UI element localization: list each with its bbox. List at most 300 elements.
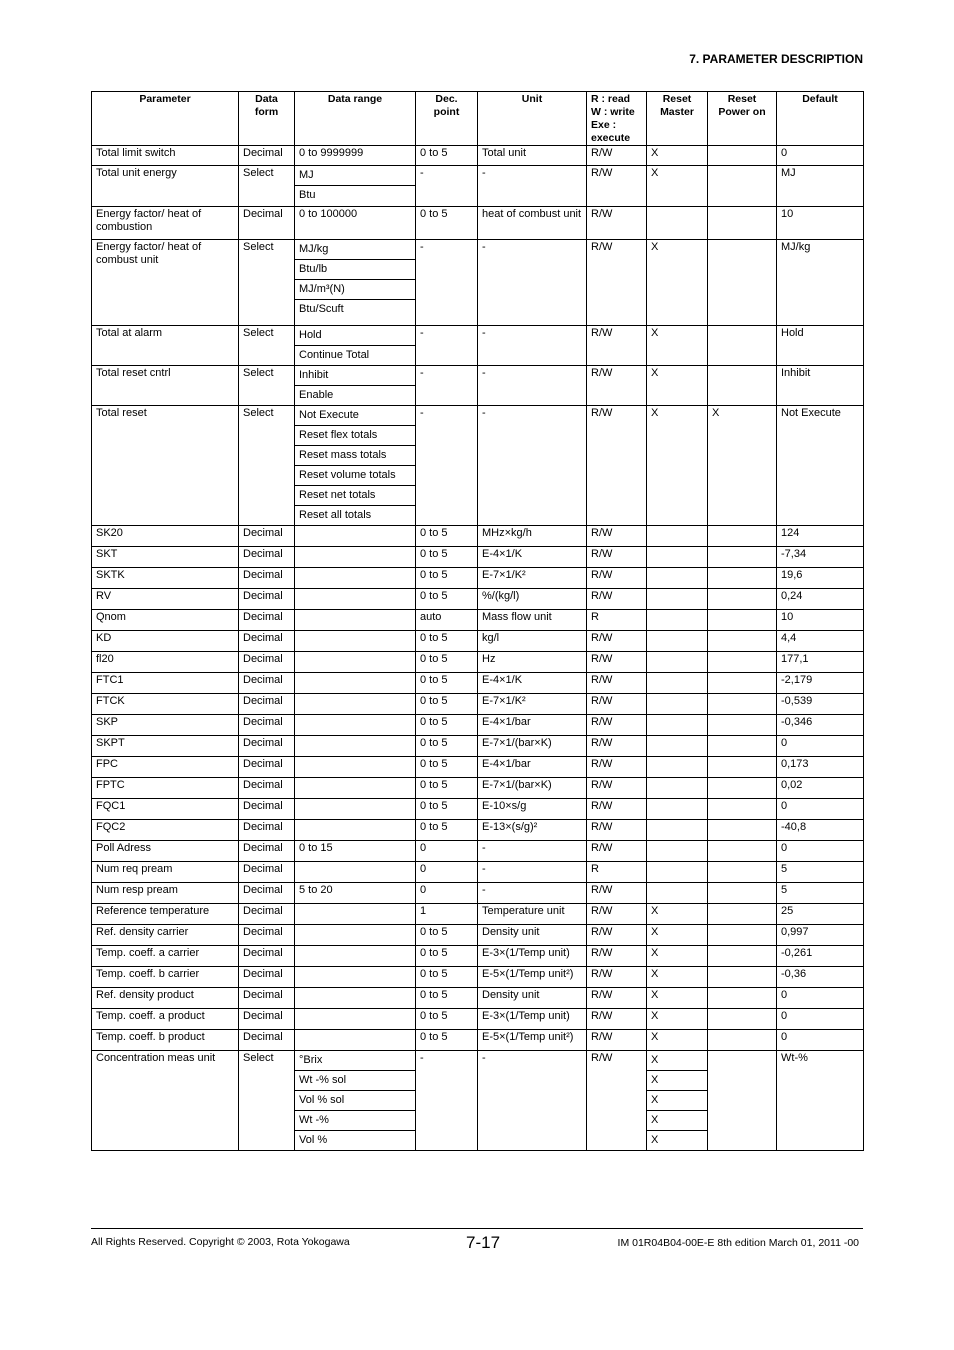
parameter-cell: Total at alarm [92,326,239,366]
reset-power-cell [708,1009,777,1030]
footer-document-id: IM 01R04B04-00E-E 8th edition March 01, 2011 -00 [617,1237,859,1249]
dec-point-cell: 0 to 5 [416,820,478,841]
reset-master-cell: X [647,366,708,406]
default-cell: 0 [777,799,864,820]
unit-cell: Total unit [478,146,587,166]
unit-cell: E-7×1/K² [478,694,587,715]
data-range-cell [295,778,416,799]
reset-power-cell [708,799,777,820]
default-cell: -7,34 [777,547,864,568]
default-cell: 5 [777,862,864,883]
reset-master-cell: X [647,988,708,1009]
data-range-cell [295,610,416,631]
reset-master-cell [647,673,708,694]
range-option: Reset net totals [295,486,415,506]
dec-point-cell: - [416,1051,478,1151]
unit-cell: E-3×(1/Temp unit) [478,1009,587,1030]
dec-point-cell: - [416,406,478,526]
access-cell: R/W [587,925,647,946]
reset-master-cell [647,526,708,547]
default-cell: 19,6 [777,568,864,589]
table-row [92,589,864,610]
reset-master-cell [647,736,708,757]
unit-cell: E-5×(1/Temp unit²) [478,967,587,988]
unit-cell: E-7×1/(bar×K) [478,778,587,799]
dec-point-cell: 0 [416,862,478,883]
access-cell: R [587,862,647,883]
dec-point-cell: 0 to 5 [416,757,478,778]
reset-power-cell [708,610,777,631]
unit-cell: MHz×kg/h [478,526,587,547]
reset-power-cell [708,715,777,736]
unit-cell: Density unit [478,925,587,946]
range-option: Reset volume totals [295,466,415,486]
default-cell: 0 [777,988,864,1009]
reset-master-cell [647,694,708,715]
access-cell: R/W [587,778,647,799]
default-cell: -0,539 [777,694,864,715]
data-form-cell: Decimal [239,967,295,988]
unit-cell: - [478,1051,587,1151]
default-cell: 0 [777,1030,864,1051]
default-cell: Hold [777,326,864,366]
dec-point-cell: 0 to 5 [416,631,478,652]
unit-cell: E-10×s/g [478,799,587,820]
reset-power-cell [708,988,777,1009]
data-form-cell: Decimal [239,799,295,820]
data-form-cell: Decimal [239,547,295,568]
default-cell: -40,8 [777,820,864,841]
default-cell: -0,261 [777,946,864,967]
dec-point-cell: 0 to 5 [416,736,478,757]
default-cell: 124 [777,526,864,547]
range-option: MJ [295,166,415,186]
table-row [92,673,864,694]
data-form-cell: Select [239,166,295,207]
reset-power-cell [708,862,777,883]
table-row [92,652,864,673]
data-range-cell [295,925,416,946]
range-option: Continue Total [299,349,370,361]
table-row [92,240,864,326]
access-cell: R/W [587,694,647,715]
reset-master-cell [647,862,708,883]
table-row [92,778,864,799]
parameter-cell: SK20 [92,526,239,547]
default-cell: 0,997 [777,925,864,946]
parameter-cell: SKTK [92,568,239,589]
data-form-cell: Decimal [239,673,295,694]
data-form-cell: Decimal [239,146,295,166]
data-range-cell [295,547,416,568]
reset-power-cell [708,967,777,988]
reset-power-cell [708,589,777,610]
reset-master-option: X [647,1051,707,1071]
range-option: Vol % [299,1134,328,1146]
unit-cell: E-4×1/bar [478,757,587,778]
reset-master-cell [647,883,708,904]
range-option: Vol % sol [295,1091,415,1111]
section-title: 7. PARAMETER DESCRIPTION [689,52,863,66]
access-cell: R/W [587,799,647,820]
col-header: Reset Master [647,92,708,146]
table-row [92,925,864,946]
data-range-cell [295,589,416,610]
unit-cell: - [478,883,587,904]
footer-copyright: All Rights Reserved. Copyright © 2003, Rota Yokogawa [91,1236,350,1248]
table-row [92,1009,864,1030]
access-cell: R/W [587,366,647,406]
data-range-cell [295,166,416,207]
default-cell: 0 [777,1009,864,1030]
data-form-cell: Decimal [239,589,295,610]
table-row [92,326,864,366]
access-cell: R/W [587,820,647,841]
unit-cell: Mass flow unit [478,610,587,631]
reset-power-cell [708,631,777,652]
table-row [92,946,864,967]
reset-power-cell [708,694,777,715]
dec-point-cell: 1 [416,904,478,925]
reset-master-cell: X [647,925,708,946]
parameter-cell: FTCK [92,694,239,715]
footer-divider [91,1228,863,1229]
unit-cell: E-13×(s/g)² [478,820,587,841]
parameter-cell: FTC1 [92,673,239,694]
table-row [92,883,864,904]
table-row [92,526,864,547]
data-range-cell [295,988,416,1009]
unit-cell: E-7×1/K² [478,568,587,589]
data-range-cell [295,631,416,652]
reset-master-cell: X [647,406,708,526]
access-cell: R/W [587,1030,647,1051]
data-form-cell: Decimal [239,715,295,736]
table-row [92,166,864,207]
dec-point-cell: 0 to 5 [416,988,478,1009]
table-row [92,694,864,715]
data-form-cell: Decimal [239,841,295,862]
dec-point-cell: 0 to 5 [416,1030,478,1051]
table-header-row [92,92,864,146]
parameter-cell: SKP [92,715,239,736]
default-cell: -0,346 [777,715,864,736]
data-form-cell: Decimal [239,988,295,1009]
default-cell: Wt-% [777,1051,864,1151]
reset-master-cell [647,207,708,240]
default-cell: 0,02 [777,778,864,799]
reset-power-cell [708,841,777,862]
access-cell: R/W [587,240,647,326]
reset-power-cell [708,547,777,568]
unit-cell: E-7×1/(bar×K) [478,736,587,757]
unit-cell: - [478,326,587,366]
reset-power-cell [708,166,777,207]
dec-point-cell: 0 to 5 [416,673,478,694]
default-cell: MJ/kg [777,240,864,326]
default-cell: 10 [777,207,864,240]
parameter-cell: RV [92,589,239,610]
default-cell: 5 [777,883,864,904]
reset-master-option: X [647,1111,707,1131]
dec-point-cell: 0 to 5 [416,589,478,610]
reset-power-cell [708,925,777,946]
default-cell: 25 [777,904,864,925]
data-range-cell [295,526,416,547]
data-form-cell: Decimal [239,883,295,904]
reset-power-cell [708,883,777,904]
reset-master-cell [647,610,708,631]
data-form-cell: Decimal [239,631,295,652]
access-cell: R/W [587,673,647,694]
reset-power-cell [708,652,777,673]
col-header: Data range [295,92,416,146]
access-cell: R/W [587,207,647,240]
table-row [92,757,864,778]
access-cell: R/W [587,967,647,988]
unit-cell: E-4×1/bar [478,715,587,736]
data-form-cell: Select [239,366,295,406]
data-range-cell [295,326,416,366]
data-form-cell: Select [239,1051,295,1151]
unit-cell: kg/l [478,631,587,652]
data-range-cell [295,694,416,715]
dec-point-cell: 0 to 5 [416,946,478,967]
unit-cell: Density unit [478,988,587,1009]
data-form-cell: Decimal [239,862,295,883]
reset-master-cell: X [647,326,708,366]
default-cell: 10 [777,610,864,631]
parameter-table [91,91,864,1151]
default-cell: 0 [777,736,864,757]
range-option: MJ/m³(N) [295,280,415,300]
reset-power-cell [708,526,777,547]
range-option: Btu/lb [295,260,415,280]
dec-point-cell: 0 to 5 [416,694,478,715]
data-form-cell: Decimal [239,778,295,799]
table-row [92,610,864,631]
table-row [92,799,864,820]
reset-power-cell [708,673,777,694]
parameter-cell: Num req pream [92,862,239,883]
parameter-cell: Total reset [92,406,239,526]
default-cell: 0,24 [777,589,864,610]
data-range-cell: 0 to 100000 [295,207,416,240]
access-cell: R/W [587,326,647,366]
table-row [92,146,864,166]
default-cell: Not Execute [777,406,864,526]
default-cell: Inhibit [777,366,864,406]
data-form-cell: Decimal [239,757,295,778]
dec-point-cell: - [416,326,478,366]
access-cell: R/W [587,841,647,862]
reset-power-cell [708,820,777,841]
table-row [92,568,864,589]
default-cell: 0 [777,146,864,166]
parameter-cell: Poll Adress [92,841,239,862]
access-cell: R/W [587,1051,647,1151]
parameter-cell: Energy factor/ heat of combustion [92,207,239,240]
unit-cell: E-5×(1/Temp unit²) [478,1030,587,1051]
access-cell: R/W [587,166,647,207]
data-form-cell: Select [239,326,295,366]
col-header: R : read W : write Exe : execute [587,92,647,146]
reset-master-cell: X [647,1030,708,1051]
unit-cell: - [478,166,587,207]
reset-power-cell [708,366,777,406]
access-cell: R [587,610,647,631]
data-range-cell: 5 to 20 [295,883,416,904]
table-row [92,967,864,988]
reset-power-cell [708,736,777,757]
data-form-cell: Decimal [239,904,295,925]
data-range-cell [295,946,416,967]
data-form-cell: Decimal [239,820,295,841]
parameter-cell: Total limit switch [92,146,239,166]
reset-master-cell [647,820,708,841]
unit-cell: - [478,406,587,526]
data-range-cell [295,673,416,694]
reset-master-option: X [647,1091,707,1111]
reset-master-cell [647,589,708,610]
reset-master-cell: X [647,904,708,925]
data-range-cell [295,799,416,820]
range-option: Reset mass totals [295,446,415,466]
table-row [92,820,864,841]
default-cell: MJ [777,166,864,207]
access-cell: R/W [587,736,647,757]
data-form-cell: Decimal [239,1030,295,1051]
reset-power-cell [708,1030,777,1051]
access-cell: R/W [587,757,647,778]
data-range-cell [295,715,416,736]
table-row [92,1051,864,1151]
reset-power-cell [708,946,777,967]
access-cell: R/W [587,526,647,547]
dec-point-cell: 0 to 5 [416,1009,478,1030]
table-row [92,207,864,240]
parameter-cell: SKPT [92,736,239,757]
parameter-cell: Temp. coeff. a product [92,1009,239,1030]
dec-point-cell: 0 to 5 [416,207,478,240]
reset-power-cell [708,207,777,240]
data-range-cell [295,568,416,589]
default-cell: 4,4 [777,631,864,652]
default-cell: -2,179 [777,673,864,694]
reset-master-cell [647,1051,708,1151]
access-cell: R/W [587,883,647,904]
reset-power-cell [708,326,777,366]
dec-point-cell: 0 to 5 [416,526,478,547]
table-row [92,841,864,862]
dec-point-cell: auto [416,610,478,631]
reset-power-cell [708,757,777,778]
access-cell: R/W [587,946,647,967]
reset-master-cell [647,715,708,736]
unit-cell: - [478,240,587,326]
data-form-cell: Decimal [239,925,295,946]
range-option: Btu [299,189,316,201]
data-range-cell [295,820,416,841]
access-cell: R/W [587,652,647,673]
parameter-cell: Reference temperature [92,904,239,925]
access-cell: R/W [587,715,647,736]
data-form-cell: Select [239,240,295,326]
data-range-cell [295,736,416,757]
reset-master-cell: X [647,240,708,326]
unit-cell: - [478,366,587,406]
range-option: °Brix [295,1051,415,1071]
access-cell: R/W [587,589,647,610]
dec-point-cell: 0 to 5 [416,146,478,166]
range-option: Hold [295,326,415,346]
reset-master-cell: X [647,146,708,166]
reset-master-cell [647,547,708,568]
col-header: Dec. point [416,92,478,146]
data-form-cell: Decimal [239,610,295,631]
range-option: Enable [299,389,334,401]
parameter-cell: FPC [92,757,239,778]
dec-point-cell: 0 to 5 [416,925,478,946]
data-form-cell: Decimal [239,694,295,715]
dec-point-cell: 0 to 5 [416,547,478,568]
parameter-cell: Total unit energy [92,166,239,207]
parameter-cell: FPTC [92,778,239,799]
unit-cell: Temperature unit [478,904,587,925]
default-cell: 177,1 [777,652,864,673]
unit-cell: E-4×1/K [478,673,587,694]
data-range-cell: 0 to 15 [295,841,416,862]
reset-master-option: X [651,1134,659,1146]
reset-master-cell [647,631,708,652]
access-cell: R/W [587,1009,647,1030]
reset-power-cell [708,778,777,799]
table-row [92,547,864,568]
dec-point-cell: 0 [416,841,478,862]
col-header: Data form [239,92,295,146]
parameter-cell: SKT [92,547,239,568]
reset-master-cell: X [647,967,708,988]
parameter-cell: fl20 [92,652,239,673]
data-range-cell [295,904,416,925]
parameter-cell: Num resp pream [92,883,239,904]
reset-master-cell [647,778,708,799]
parameter-cell: FQC2 [92,820,239,841]
data-form-cell: Decimal [239,736,295,757]
range-option: Wt -% sol [295,1071,415,1091]
reset-master-cell [647,841,708,862]
data-range-cell [295,240,416,326]
table-row [92,736,864,757]
parameter-cell: FQC1 [92,799,239,820]
access-cell: R/W [587,631,647,652]
reset-master-cell [647,799,708,820]
col-header: Reset Power on [708,92,777,146]
table-row [92,1030,864,1051]
parameter-cell: Ref. density carrier [92,925,239,946]
parameter-cell: Ref. density product [92,988,239,1009]
access-cell: R/W [587,904,647,925]
table-row [92,406,864,526]
table-row [92,988,864,1009]
unit-cell: %/(kg/l) [478,589,587,610]
table-row [92,366,864,406]
reset-power-cell [708,1051,777,1151]
data-form-cell: Decimal [239,1009,295,1030]
parameter-cell: Temp. coeff. b carrier [92,967,239,988]
dec-point-cell: 0 to 5 [416,778,478,799]
dec-point-cell: - [416,240,478,326]
